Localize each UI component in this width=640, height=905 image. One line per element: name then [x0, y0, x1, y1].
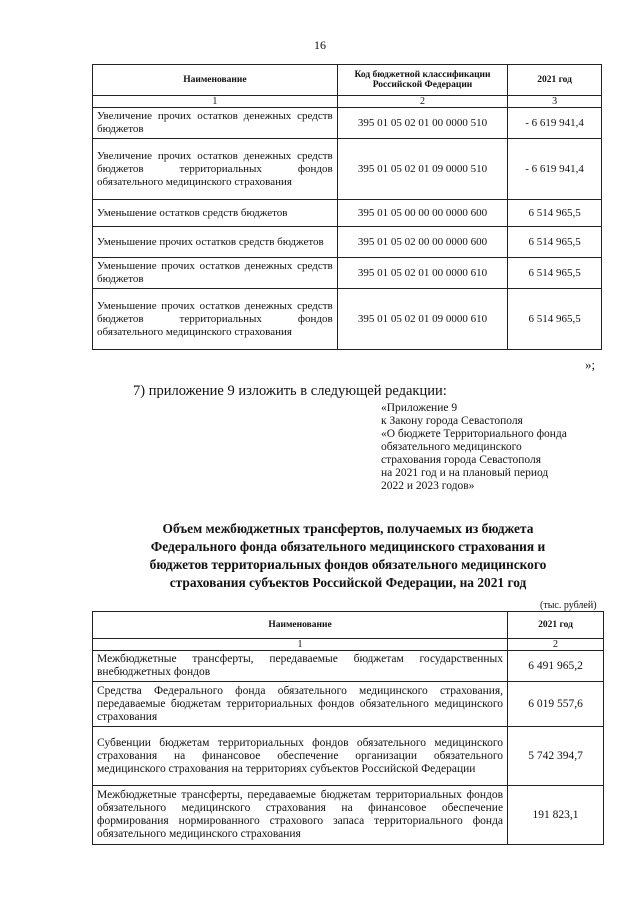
table-row	[93, 139, 602, 200]
column-number-row	[93, 639, 604, 651]
column-header-name: Наименование	[93, 612, 508, 639]
table-row	[93, 651, 604, 682]
row-name: Уменьшение прочих остатков денежных средств бюджетов территориальных фондов обязательного медицинского страхования	[93, 289, 338, 350]
row-value: 6 514 965,5	[508, 289, 602, 350]
table-row	[93, 786, 604, 845]
amendment-item: 7) приложение 9 изложить в следующей редакции:	[133, 383, 447, 399]
table-row	[93, 682, 604, 727]
column-header-year: 2021 год	[508, 612, 604, 639]
page-number: 16	[314, 38, 326, 52]
row-name: Субвенции бюджетам территориальных фондов обязательного медицинского страхования на финансовое обеспечение организации обязательного медицинского страхования на территориях субъектов Российской Федерации	[93, 727, 508, 786]
row-name: Уменьшение остатков средств бюджетов	[93, 200, 338, 227]
section-heading	[88, 520, 608, 592]
column-number: 3	[508, 96, 602, 108]
column-number: 2	[508, 639, 604, 651]
row-value: - 6 619 941,4	[508, 139, 602, 200]
column-header-name: Наименование	[93, 65, 338, 96]
heading-line: бюджетов территориальных фондов обязательного медицинского	[149, 557, 547, 572]
row-code: 395 01 05 02 01 09 0000 610	[337, 289, 507, 350]
row-value: 6 514 965,5	[508, 258, 602, 289]
heading-line: Объем межбюджетных трансфертов, получаемых из бюджета	[162, 521, 534, 536]
row-value: 6 514 965,5	[508, 227, 602, 258]
row-code: 395 01 05 02 01 00 0000 510	[337, 108, 507, 139]
row-code: 395 01 05 02 00 00 0000 600	[337, 227, 507, 258]
row-code: 395 01 05 00 00 00 0000 600	[337, 200, 507, 227]
appendix-line: «О бюджете Территориального фонда	[381, 428, 567, 440]
row-code: 395 01 05 02 01 09 0000 510	[337, 139, 507, 200]
units-label: (тыс. рублей)	[540, 600, 597, 611]
table-row	[93, 227, 602, 258]
appendix-line: «Приложение 9	[381, 402, 458, 414]
column-number: 1	[93, 639, 508, 651]
row-name: Межбюджетные трансферты, передаваемые бюджетам территориальных фондов обязательного медицинского страхования на финансовое обеспечение формирования нормированного страхового запаса территориального фонда обязательного медицинского страхования	[93, 786, 508, 845]
transfers-table	[92, 611, 604, 845]
appendix-line: страхования города Севастополя	[381, 454, 542, 466]
row-value: 6 491 965,2	[508, 651, 604, 682]
table-header-row	[93, 65, 602, 96]
row-name: Уменьшение прочих остатков средств бюджетов	[93, 227, 338, 258]
appendix-line: 2022 и 2023 годов»	[381, 480, 475, 492]
appendix-line: обязательного медицинского	[381, 441, 522, 453]
row-value: 191 823,1	[508, 786, 604, 845]
table-header-row	[93, 612, 604, 639]
table-row	[93, 258, 602, 289]
table-row	[93, 108, 602, 139]
appendix-line: к Закону города Севастополя	[381, 415, 523, 427]
sources-table	[92, 64, 602, 350]
row-value: 6 019 557,6	[508, 682, 604, 727]
row-name: Уменьшение прочих остатков денежных средств бюджетов	[93, 258, 338, 289]
appendix-line: на 2021 год и на плановый период	[381, 467, 549, 479]
column-header-code: Код бюджетной классификации Российской Федерации	[337, 65, 507, 96]
table-row	[93, 200, 602, 227]
row-value: 5 742 394,7	[508, 727, 604, 786]
row-name: Увеличение прочих остатков денежных средств бюджетов	[93, 108, 338, 139]
column-number-row	[93, 96, 602, 108]
appendix-reference	[381, 402, 611, 493]
table-row	[93, 289, 602, 350]
table-row	[93, 727, 604, 786]
column-number: 1	[93, 96, 338, 108]
row-value: - 6 619 941,4	[508, 108, 602, 139]
closing-quote: »;	[585, 357, 596, 372]
column-number: 2	[337, 96, 507, 108]
column-header-year: 2021 год	[508, 65, 602, 96]
row-name: Увеличение прочих остатков денежных средств бюджетов территориальных фондов обязательного медицинского страхования	[93, 139, 338, 200]
heading-line: Федерального фонда обязательного медицинского страхования и	[150, 539, 546, 554]
row-value: 6 514 965,5	[508, 200, 602, 227]
row-name: Межбюджетные трансферты, передаваемые бюджетам государственных внебюджетных фондов	[93, 651, 508, 682]
heading-line: страхования субъектов Российской Федерации, на 2021 год	[169, 575, 527, 590]
row-code: 395 01 05 02 01 00 0000 610	[337, 258, 507, 289]
row-name: Средства Федерального фонда обязательного медицинского страхования, передаваемые бюджетам территориальных фондов обязательного медицинского страхования	[93, 682, 508, 727]
